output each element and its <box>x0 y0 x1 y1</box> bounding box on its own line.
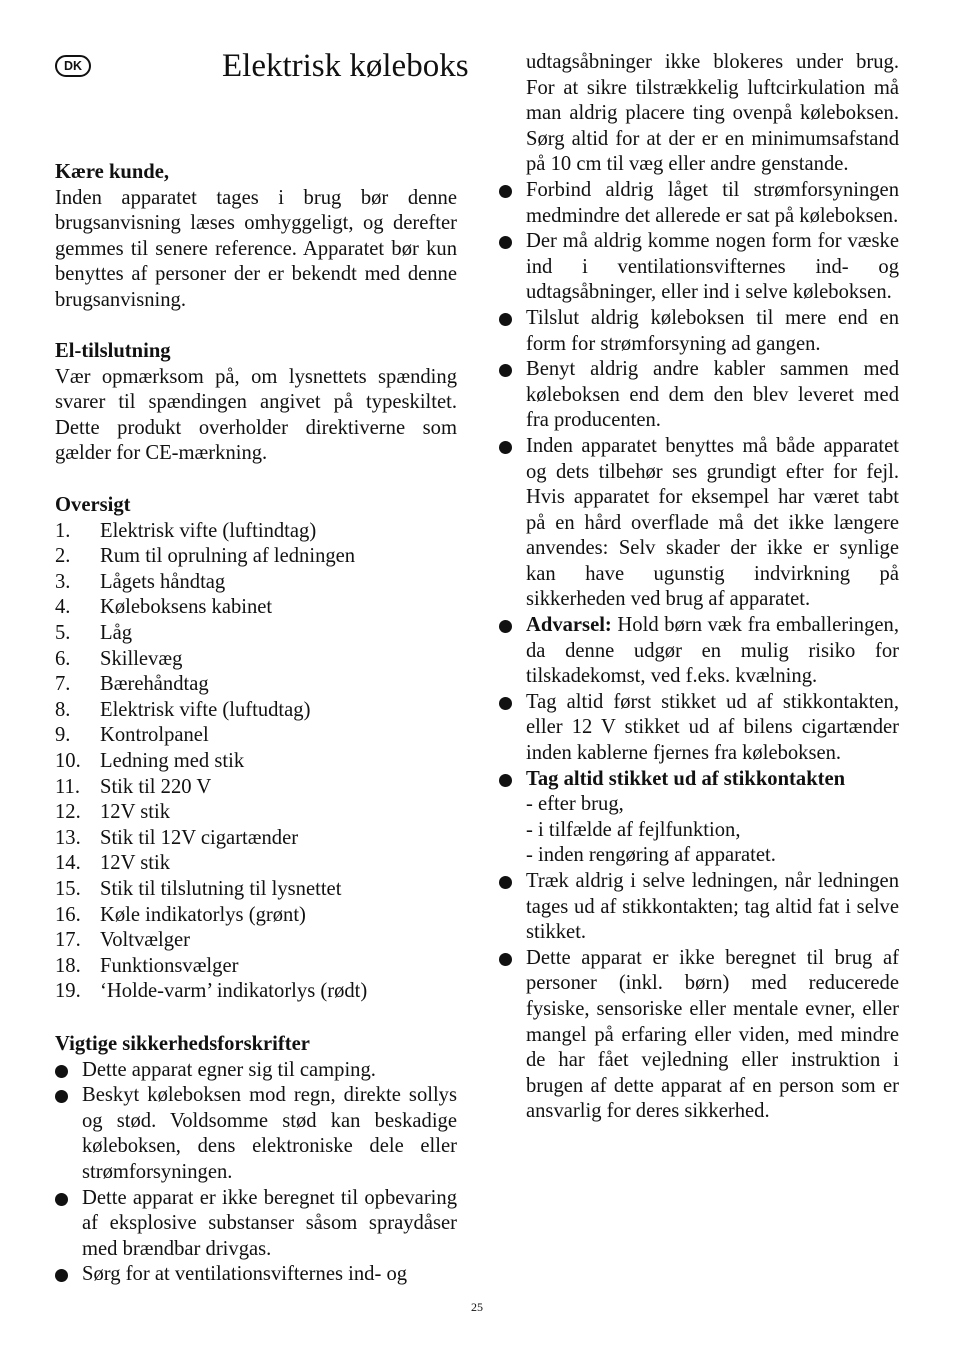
intro-section <box>55 160 457 314</box>
item-label: 12V stik <box>100 852 170 875</box>
oversigt-item <box>55 544 457 570</box>
list-item <box>499 306 899 357</box>
bullet-icon <box>499 876 512 889</box>
oversigt-item <box>55 979 457 1005</box>
list-item <box>499 869 899 946</box>
bullet-icon <box>55 1090 68 1103</box>
oversigt-item <box>55 749 457 775</box>
item-label: 12V stik <box>100 801 170 824</box>
el-section <box>55 339 457 467</box>
pull-text: Træk aldrig i selve ledningen, når ledningen tages ud af stikkontakten; tag altid fat i selve stikket. <box>526 870 899 944</box>
list-item <box>55 1058 457 1084</box>
bullet-icon <box>499 313 512 326</box>
unplug-heading: Tag altid stikket ud af stikkontakten <box>526 767 846 790</box>
list-item <box>499 767 899 793</box>
item-number: 14. <box>55 852 81 875</box>
oversigt-item <box>55 519 457 545</box>
oversigt-item <box>55 723 457 749</box>
item-number: 8. <box>55 698 71 721</box>
item-label: Køleboksens kabinet <box>100 596 273 619</box>
list-item <box>499 690 899 767</box>
bullet-icon <box>499 364 512 377</box>
warning-label: Advarsel: <box>526 614 612 637</box>
list-item <box>55 1186 457 1263</box>
bullet-icon <box>55 1269 68 1282</box>
list-item <box>55 1262 457 1288</box>
item-number: 6. <box>55 647 71 670</box>
safety-list-right <box>499 178 899 613</box>
safety-continuation: udtagsåbninger ikke blokeres under brug. For at sikre tilstrækkelig luftcirkulation må man aldrig placere ting ovenpå køleboksen. Sørg altid for at der er en minimumsafstand på 10 cm til væg eller andre genstande. <box>526 51 899 176</box>
item-number: 3. <box>55 570 71 593</box>
item-number: 11. <box>55 775 80 798</box>
language-badge: DK <box>55 55 91 77</box>
bullet-icon <box>499 620 512 633</box>
item-number: 13. <box>55 826 81 849</box>
item-label: Stik til 220 V <box>100 775 212 798</box>
item-label: ‘Holde-varm’ indikatorlys (rødt) <box>100 980 368 1003</box>
oversigt-item <box>55 826 457 852</box>
bullet-icon <box>499 697 512 710</box>
bullet-icon <box>499 185 512 198</box>
item-label: Låg <box>100 621 133 644</box>
right-column <box>499 50 899 1125</box>
list-item <box>499 613 899 690</box>
unplug-item: - i tilfælde af fejlfunktion, <box>526 818 741 841</box>
intro-heading: Kære kunde, <box>55 161 170 183</box>
safety-list-right-extra <box>499 613 899 792</box>
safety-heading: Vigtige sikkerhedsforskrifter <box>55 1033 310 1055</box>
item-number: 1. <box>55 519 71 542</box>
item-number: 10. <box>55 749 81 772</box>
oversigt-item <box>55 647 457 673</box>
list-item-text: Inden apparatet benyttes må både apparatet og dets tilbehør ses grundigt efter for fejl. Hvis apparatet for eksempel har været tabt på en hård overflade må det ikke længere anvendes: Selv skader der ikke er synlige kan have ugunstig indvirkning på sikkerheden ved brug af apparatet. <box>526 434 899 611</box>
oversigt-item <box>55 877 457 903</box>
item-label: Køle indikatorlys (grønt) <box>100 903 306 926</box>
list-item-text: Dette apparat egner sig til camping. <box>82 1058 376 1081</box>
item-label: Elektrisk vifte (luftindtag) <box>100 519 317 542</box>
warning-text: Hold børn væk fra emballeringen, da denne udgør en mulig risiko for tilskadekomst, ved f.eks. kvælning. <box>526 614 899 688</box>
oversigt-item <box>55 698 457 724</box>
item-number: 4. <box>55 596 71 619</box>
safety-left-section <box>55 1032 457 1288</box>
oversigt-section <box>55 493 457 1005</box>
item-label: Kontrolpanel <box>100 724 209 747</box>
list-item <box>499 946 899 1125</box>
bullet-icon <box>499 236 512 249</box>
item-label: Lågets håndtag <box>100 570 226 593</box>
safety-list-right-final <box>499 869 899 1125</box>
item-label: Ledning med stik <box>100 749 245 772</box>
item-label: Voltvælger <box>100 929 191 952</box>
oversigt-item <box>55 851 457 877</box>
list-item <box>499 434 899 613</box>
list-item-text: Der må aldrig komme nogen form for væske ind i ventilationsvifternes ind- og udtagsåbninger, eller ind i selve køleboksen. <box>526 230 899 304</box>
list-item <box>55 1083 457 1185</box>
page-title: Elektrisk køleboks <box>222 48 469 84</box>
list-item-text: Sørg for at ventilationsvifternes ind- og <box>82 1263 408 1286</box>
el-text: Vær opmærksom på, om lysnettets spænding svarer til spændingen angivet på typeskiltet. Dette produkt overholder direktiverne som gælder for CE-mærkning. <box>55 365 457 465</box>
item-label: Bærehåndtag <box>100 673 209 696</box>
item-number: 18. <box>55 954 81 977</box>
safety-list-left <box>55 1058 457 1288</box>
item-number: 2. <box>55 545 71 568</box>
bullet-icon <box>55 1193 68 1206</box>
item-number: 7. <box>55 673 71 696</box>
item-number: 19. <box>55 980 81 1003</box>
oversigt-list <box>55 519 457 1005</box>
list-item <box>499 178 899 229</box>
item-number: 15. <box>55 877 81 900</box>
oversigt-item <box>55 595 457 621</box>
item-label: Stik til 12V cigartænder <box>100 826 299 849</box>
item-label: Funktionsvælger <box>100 954 239 977</box>
page-number: 25 <box>471 1300 483 1314</box>
item-label: Rum til oprulning af ledningen <box>100 545 356 568</box>
oversigt-item <box>55 954 457 980</box>
bullet-icon <box>499 441 512 454</box>
item-label: Elektrisk vifte (luftudtag) <box>100 698 311 721</box>
unplug-first-text: Tag altid først stikket ud af stikkontakten, eller 12 V stikket ud af bilens cigartænder inden kablerne fjernes fra køleboksen. <box>526 690 899 765</box>
list-item-text: Tilslut aldrig køleboksen til mere end en form for strømforsyning ad gangen. <box>526 306 899 355</box>
unplug-item: - efter brug, <box>526 793 624 816</box>
oversigt-item <box>55 928 457 954</box>
persons-text: Dette apparat er ikke beregnet til brug af personer (inkl. børn) med reducerede fysiske, sensoriske eller mentale evner, eller mangel på erfaring eller viden, med mindre de har fået vejledning eller instruktion i brugen af dette apparat af en person som er ansvarlig for deres sikkerhed. <box>526 946 899 1123</box>
oversigt-item <box>55 775 457 801</box>
bullet-icon <box>55 1065 68 1078</box>
oversigt-item <box>55 903 457 929</box>
el-heading: El-tilslutning <box>55 340 171 362</box>
intro-text: Inden apparatet tages i brug bør denne brugsanvisning læses omhyggeligt, og derefter gemmes til senere reference. Apparatet bør kun benyttes af personer der er bekendt med denne brugsanvisning. <box>55 186 457 311</box>
item-number: 16. <box>55 903 81 926</box>
list-item-text: Dette apparat er ikke beregnet til opbevaring af eksplosive substanser såsom spraydåser med brændbar drivgas. <box>82 1186 457 1260</box>
oversigt-item <box>55 672 457 698</box>
list-item <box>499 229 899 306</box>
item-number: 9. <box>55 724 71 747</box>
oversigt-heading: Oversigt <box>55 494 131 516</box>
item-label: Skillevæg <box>100 647 183 670</box>
bullet-icon <box>499 774 512 787</box>
list-item-text: Forbind aldrig låget til strømforsyningen medmindre det allerede er sat på køleboksen. <box>526 178 899 227</box>
oversigt-item <box>55 800 457 826</box>
list-item-text: Beskyt køleboksen mod regn, direkte sollys og stød. Voldsomme stød kan beskadige køleboksen, dens elektroniske dele eller strømforsyningen. <box>82 1084 457 1183</box>
item-label: Stik til tilslutning til lysnettet <box>100 877 342 900</box>
list-item-text: Benyt aldrig andre kabler sammen med køleboksen end dem den blev leveret med fra producenten. <box>526 358 899 432</box>
unplug-item: - inden rengøring af apparatet. <box>526 844 776 867</box>
oversigt-item <box>55 570 457 596</box>
item-number: 12. <box>55 801 81 824</box>
item-number: 17. <box>55 929 81 952</box>
item-number: 5. <box>55 621 71 644</box>
list-item <box>499 357 899 434</box>
bullet-icon <box>499 953 512 966</box>
oversigt-item <box>55 621 457 647</box>
